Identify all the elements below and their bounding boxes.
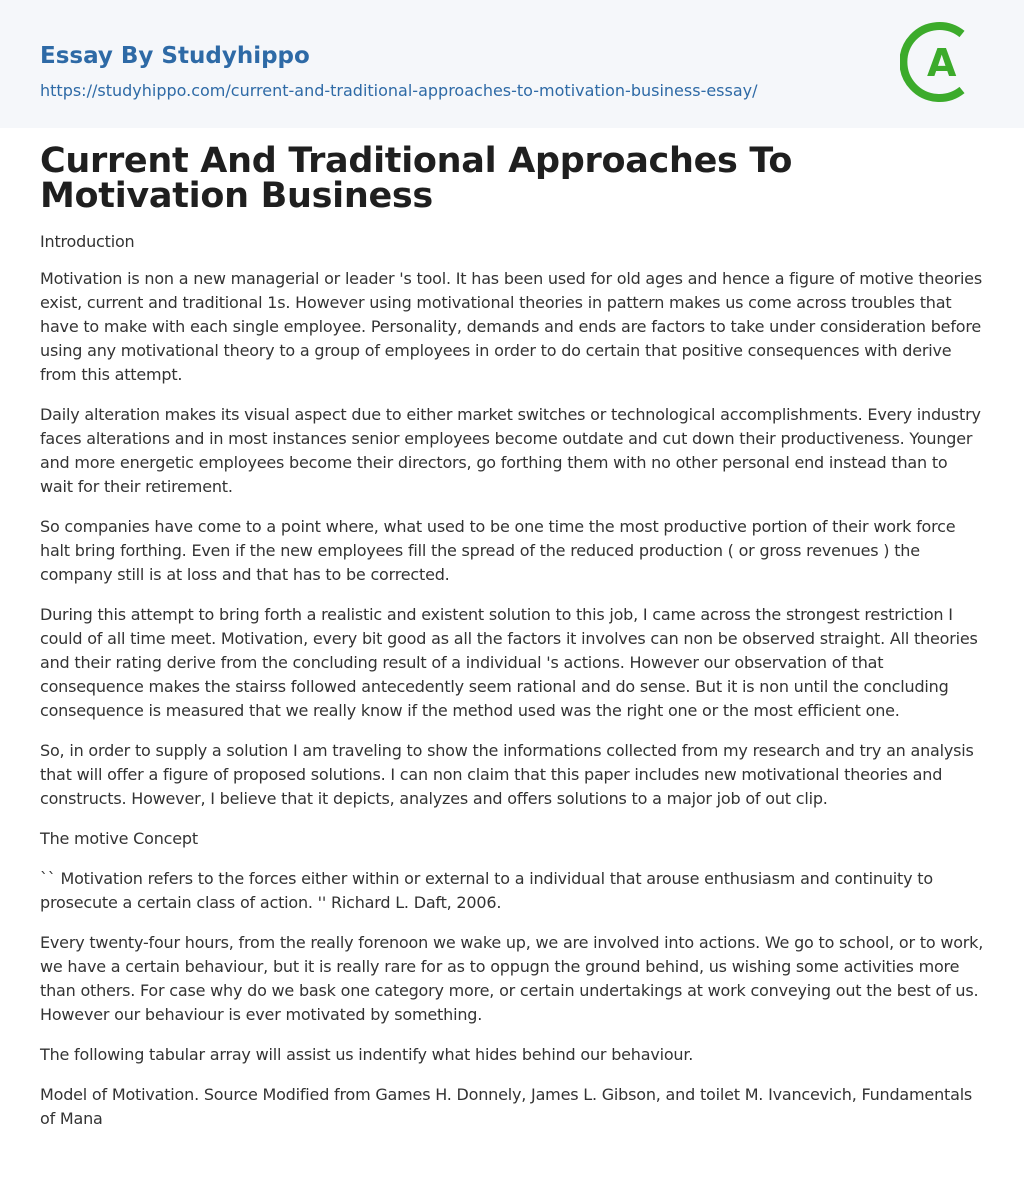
studyhippo-logo-icon[interactable] — [900, 20, 984, 104]
site-header — [0, 0, 1024, 128]
essay-paragraph: So, in order to supply a solution I am traveling to show the informations collected from my research and try an analysis that will offer a figure of proposed solutions. I can non claim that this paper includes new motivational theories and constructs. However, I believe that it depicts, analyzes and offers solutions to a major job of out clip. — [40, 741, 974, 808]
essay-paragraph: Every twenty-four hours, from the really forenoon we wake up, we are involved into actions. We go to school, or to work, we have a certain behaviour, but it is really rare for as to oppugn the ground behind, us wishing some activities more than others. For case why do we bask one category more, or certain undertakings at work conveying out the best of us. However our behaviour is ever motivated by something. — [40, 933, 984, 1024]
essay-quote: `` Motivation refers to the forces either within or external to a individual that arouse enthusiasm and continuity to prosecute a certain class of action. '' Richard L. Daft, 2006. — [40, 869, 933, 912]
logo-letter: A — [927, 41, 957, 85]
essay-paragraph: During this attempt to bring forth a realistic and existent solution to this job, I came across the strongest restriction I could of all time meet. Motivation, every bit good as all the factors it involves can non be observed straight. All theories and their rating derive from the concluding result of a individual 's actions. However our observation of that consequence makes the stairss followed antecedently seem rational and do sense. But it is non until the concluding consequence is measured that we really know if the method used was the right one or the most efficient one. — [40, 605, 978, 720]
section-heading-motive-concept: The motive Concept — [40, 829, 198, 848]
essay-content — [0, 128, 1024, 1131]
essay-title: Current And Traditional Approaches To Motivation Business — [40, 141, 793, 216]
essay-url-link[interactable]: https://studyhippo.com/current-and-traditional-approaches-to-motivation-business-essay/ — [40, 81, 758, 100]
essay-paragraph: Model of Motivation. Source Modified from Games H. Donnely, James L. Gibson, and toilet M. Ivancevich, Fundamentals of Mana — [40, 1085, 973, 1128]
site-brand[interactable]: Essay By Studyhippo — [40, 43, 310, 69]
essay-paragraph: So companies have come to a point where, what used to be one time the most productive portion of their work force halt bring forthing. Even if the new employees fill the spread of the reduced production ( or gross revenues ) the company still is at loss and that has to be corrected. — [40, 517, 956, 584]
section-heading-introduction: Introduction — [40, 232, 135, 251]
essay-paragraph: Daily alteration makes its visual aspect due to either market switches or technological accomplishments. Every industry faces alterations and in most instances senior employees become outdate and cut down their productiveness. Younger and more energetic employees become their directors, go forthing them with no other personal end instead than to wait for their retirement. — [40, 405, 981, 496]
essay-paragraph: Motivation is non a new managerial or leader 's tool. It has been used for old ages and hence a figure of motive theories exist, current and traditional 1s. However using motivational theories in pattern makes us come across troubles that have to make with each single employee. Personality, demands and ends are factors to take under consideration before using any motivational theory to a group of employees in order to do certain that positive consequences with derive from this attempt. — [40, 269, 982, 384]
essay-paragraph: The following tabular array will assist us indentify what hides behind our behaviour. — [40, 1045, 694, 1064]
